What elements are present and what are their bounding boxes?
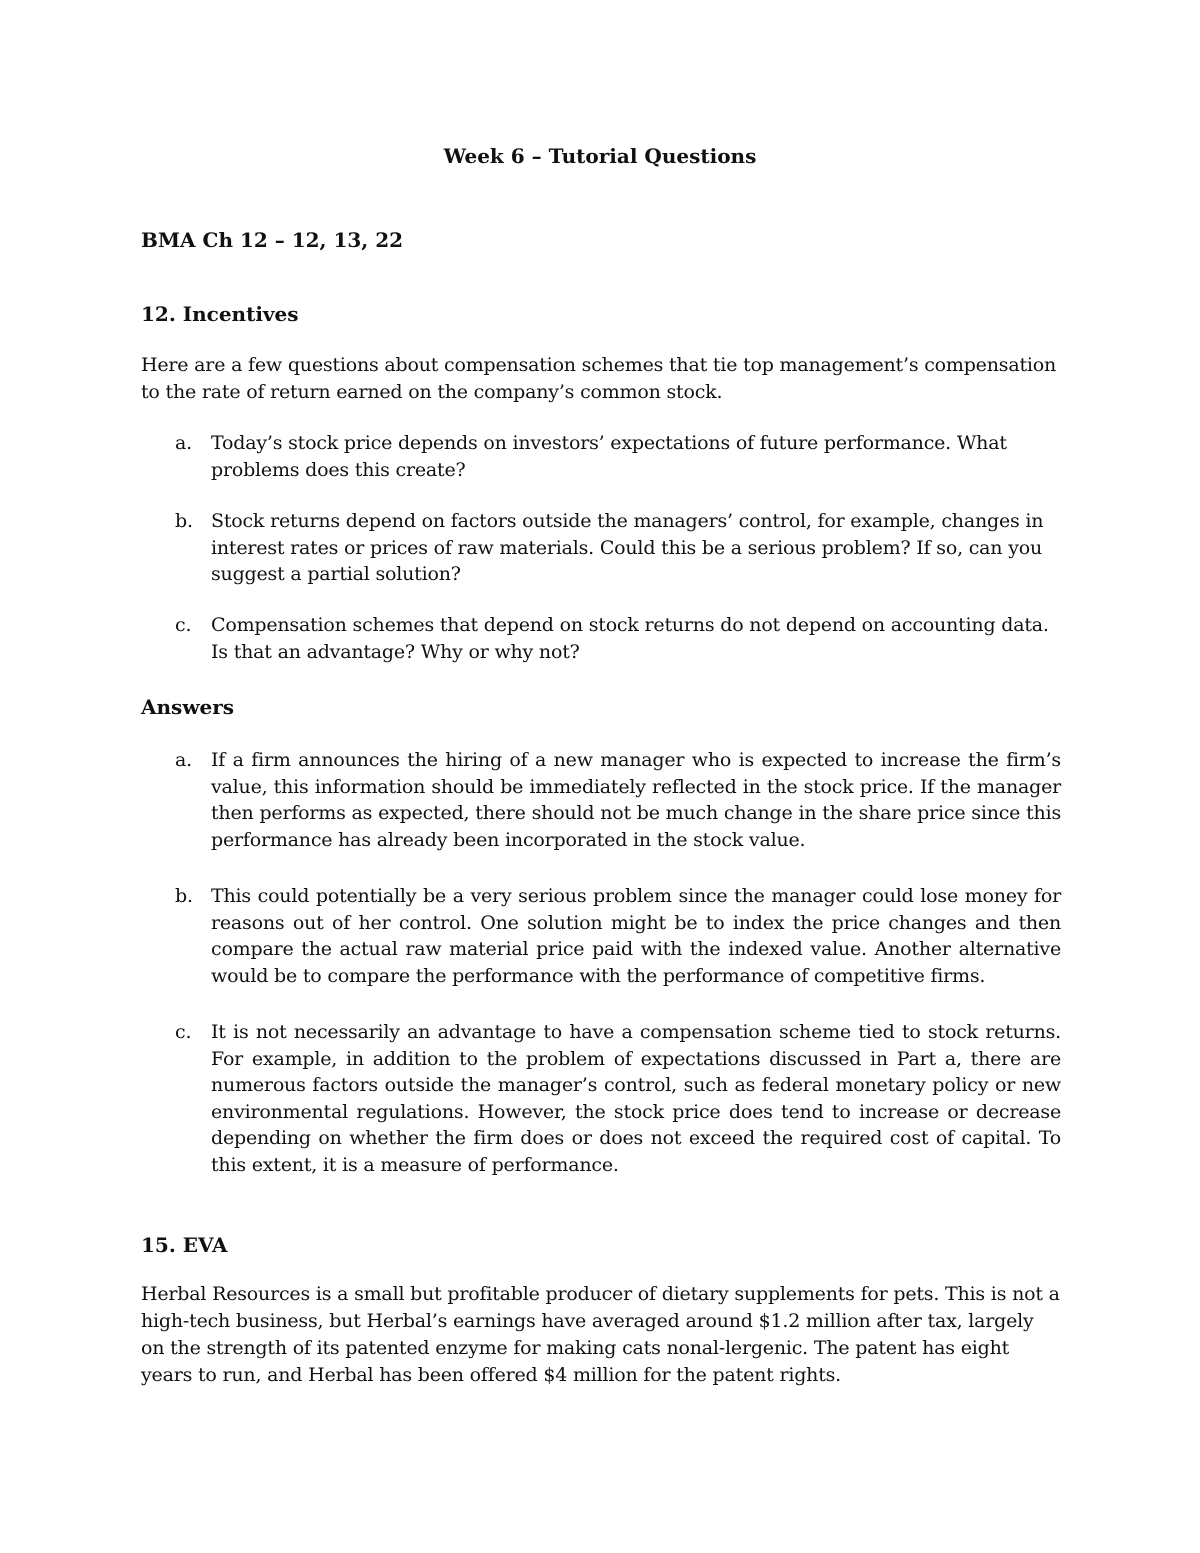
- answer-c-marker: c.: [175, 1021, 192, 1043]
- question-a-marker: a.: [175, 432, 192, 454]
- answer-c-text: It is not necessarily an advantage to have a compensation scheme tied to stock returns. For example, in addition to the problem of expectations discussed in Part a, there are numerous factors outside the manager’s control, such as federal monetary policy or new environmental regulations. However, the stock price does tend to increase or decrease depending on whether the firm does or does not exceed the required cost of capital. To this extent, it is a measure of performance.: [211, 1021, 1061, 1176]
- section-12-intro: Here are a few questions about compensation schemes that tie top management’s compensation to the rate of return earned on the company’s common stock.: [141, 354, 1057, 403]
- section-15-heading: 15. EVA: [141, 1233, 228, 1257]
- question-c-text: Compensation schemes that depend on stock returns do not depend on accounting data. Is that an advantage? Why or why not?: [211, 614, 1049, 663]
- question-b: [141, 508, 1061, 588]
- answer-b: [141, 883, 1061, 989]
- answers-heading: Answers: [141, 695, 235, 719]
- answer-b-marker: b.: [175, 885, 193, 907]
- answer-b-text: This could potentially be a very serious problem since the manager could lose money for reasons out of her control. One solution might be to index the price changes and then compare the actual raw material price paid with the indexed value. Another alternative would be to compare the performance with the performance of competitive firms.: [211, 885, 1061, 987]
- chapter-reference: BMA Ch 12 – 12, 13, 22: [141, 228, 404, 252]
- page-title: Week 6 – Tutorial Questions: [443, 144, 757, 168]
- question-b-text: Stock returns depend on factors outside the managers’ control, for example, changes in interest rates or prices of raw materials. Could this be a serious problem? If so, can you suggest a partial solution?: [211, 510, 1044, 586]
- question-a: [141, 430, 1061, 483]
- section-15-body: Herbal Resources is a small but profitable producer of dietary supplements for pets. This is not a high-tech business, but Herbal’s earnings have averaged around $1.2 million after tax, largely on the strength of its patented enzyme for making cats nonal-lergenic. The patent has eight years to run, and Herbal has been offered $4 million for the patent rights.: [141, 1283, 1060, 1386]
- answer-a-text: If a firm announces the hiring of a new manager who is expected to increase the firm’s value, this information should be immediately reflected in the stock price. If the manager then performs as expected, there should not be much change in the share price since this performance has already been incorporated in the stock value.: [211, 749, 1061, 851]
- answer-a: [141, 747, 1061, 853]
- question-a-text: Today’s stock price depends on investors’ expectations of future performance. What problems does this create?: [211, 432, 1007, 481]
- question-b-marker: b.: [175, 510, 193, 532]
- answer-c: [141, 1019, 1061, 1179]
- question-c-marker: c.: [175, 614, 192, 636]
- question-c: [141, 612, 1061, 665]
- section-12-heading: 12. Incentives: [141, 302, 299, 326]
- answer-a-marker: a.: [175, 749, 192, 771]
